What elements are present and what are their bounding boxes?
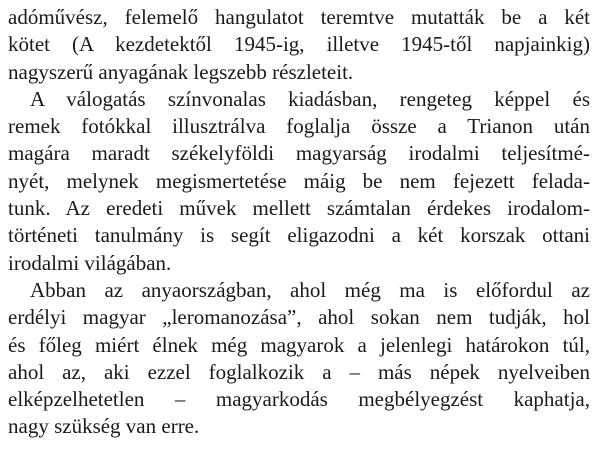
text-line: nagy szükség van erre. [8,414,200,439]
text-line: tunk. Az eredeti művek mellett számtalan érdekes irodalom- [8,196,590,221]
text-line: és főleg miért élnek még magyarok a jelenlegi határokon túl, [8,332,590,357]
text-line: történeti tanulmány is segít eligazodni a két korszak ottani [8,223,590,248]
text-line: erdélyi magyar „leromanozása”, ahol sokan nem tudják, hol [8,305,590,330]
text-line: elképzelhetetlen – magyarkodás megbélyegzést kaphatja, [8,387,590,412]
text-line: nyét, melynek megismertetése máig be nem fejezett felada- [8,168,590,193]
paragraph-2 [8,86,590,277]
text-line: ahol az, aki ezzel foglalkozik a – más népek nyelveiben [8,359,590,384]
text-line: kötet (A kezdetektől 1945-ig, illetve 1945-től napjainkig) [8,32,590,57]
text-line: magára maradt székelyföldi magyarság irodalmi teljesítmé- [8,141,590,166]
text-line: irodalmi világában. [8,250,172,275]
text-line: nagyszerű anyagának legszebb részleteit. [8,59,354,84]
text-line: adóművész, felemelő hangulatot teremtve mutatták be a két [8,5,590,29]
paragraph-3 [8,277,590,441]
text-line: remek fotókkal illusztrálva foglalja össze a Trianon után [8,114,590,139]
text-line: Abban az anyaországban, ahol még ma is előfordul az [30,277,590,302]
text-line: A válogatás színvonalas kiadásban, rengeteg képpel és [30,86,590,111]
paragraph-1 [8,4,590,86]
